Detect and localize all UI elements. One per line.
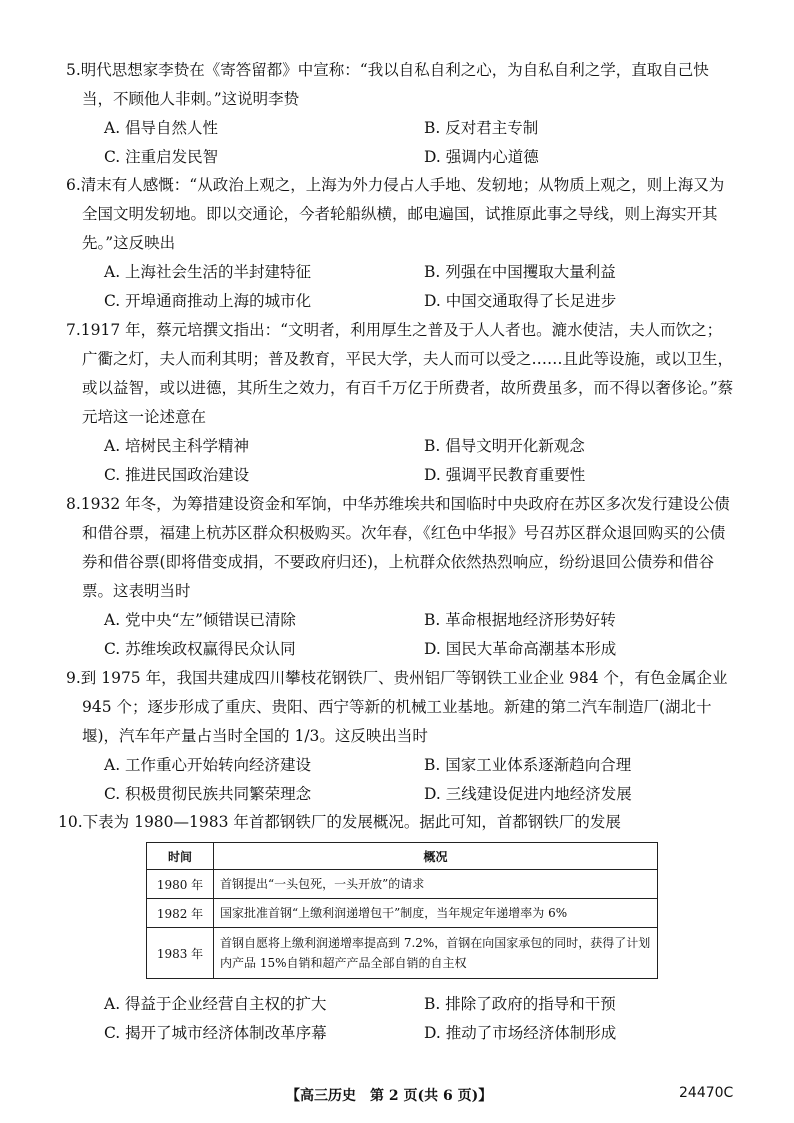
table-row	[147, 870, 658, 899]
data-table	[146, 842, 658, 979]
table-row	[147, 928, 658, 979]
option-b: B. 国家工业体系逐渐趋向合理	[424, 756, 632, 774]
option-d: D. 三线建设促进内地经济发展	[424, 785, 632, 803]
option-c: C. 揭开了城市经济体制改革序幕	[104, 1024, 327, 1042]
table-header-row	[147, 843, 658, 870]
question-stem: 7.1917 年，蔡元培撰文指出：“文明者，利用厚生之普及于人人者也。漉水使洁，夫人而饮之；广衢之灯，夫人而利其明；普及教育，平民大学，夫人而可以受之……且此等设施，或以卫生，或以益智，或以进德，其所生之效力，有百千万亿于所费者，故所费虽多，而不得以奢侈论。”蔡元培这一论述意在	[66, 321, 734, 426]
question-6	[66, 171, 734, 316]
exam-code: 24470C	[679, 1085, 734, 1101]
option-b: B. 排除了政府的指导和干预	[424, 995, 616, 1013]
question-stem: 10.下表为 1980—1983 年首都钢铁厂的发展概况。据此可知，首都钢铁厂的发展	[58, 813, 621, 831]
option-a: A. 上海社会生活的半封建特征	[104, 263, 312, 281]
option-c: C. 注重启发民智	[104, 148, 219, 166]
option-a: A. 党中央“左”倾错误已清除	[104, 611, 296, 629]
question-stem: 8.1932 年冬，为筹措建设资金和军饷，中华苏维埃共和国临时中央政府在苏区多次发行建设公债和借谷票，福建上杭苏区群众积极购买。次年春，《红色中华报》号召苏区群众退回购买的公债券和借谷票(即将借变成捐，不要政府归还)，上杭群众依然热烈响应，纷纷退回公债券和借谷票。这表明当时	[66, 495, 730, 600]
question-10-options	[66, 990, 734, 1048]
question-9	[66, 664, 734, 809]
option-d: D. 中国交通取得了长足进步	[424, 292, 617, 310]
option-c: C. 开埠通商推动上海的城市化	[104, 292, 312, 310]
table-cell-year: 1980 年	[147, 870, 214, 899]
option-b: B. 反对君主专制	[424, 119, 539, 137]
options-grid	[66, 114, 734, 172]
option-a: A. 得益于企业经营自主权的扩大	[104, 995, 327, 1013]
option-c: C. 积极贯彻民族共同繁荣理念	[104, 785, 312, 803]
option-c: C. 苏维埃政权赢得民众认同	[104, 640, 296, 658]
page-number-label: 【高三历史 第 2 页(共 6 页)】	[286, 1088, 493, 1104]
table-cell-year: 1983 年	[147, 928, 214, 979]
option-d: D. 强调内心道德	[424, 148, 539, 166]
table-cell-summary: 首钢提出“一头包死，一头开放”的请求	[214, 870, 658, 899]
option-d: D. 推动了市场经济体制形成	[424, 1024, 617, 1042]
question-stem: 5.明代思想家李贽在《寄答留都》中宣称：“我以自私自利之心，为自私自利之学，直取自己快当，不顾他人非刺。”这说明李贽	[66, 61, 709, 108]
options-grid	[66, 990, 734, 1048]
options-grid	[66, 258, 734, 316]
question-8	[66, 490, 734, 664]
options-grid	[66, 432, 734, 490]
table-header: 时间	[147, 843, 214, 870]
question-stem: 6.清末有人感慨：“从政治上观之，上海为外力侵占人手地、发轫地；从物质上观之，则上海又为全国文明发轫地。即以交通论，今者轮船纵横，邮电遍国，试推原此事之导线，则上海实开其先。”这反映出	[66, 176, 725, 252]
table-cell-summary: 国家批准首钢“上缴利润递增包干”制度，当年规定年递增率为 6%	[214, 899, 658, 928]
table-cell-year: 1982 年	[147, 899, 214, 928]
option-b: B. 列强在中国攫取大量利益	[424, 263, 616, 281]
question-5	[66, 56, 734, 172]
option-d: D. 国民大革命高潮基本形成	[424, 640, 617, 658]
option-d: D. 强调平民教育重要性	[424, 466, 586, 484]
question-stem: 9.到 1975 年，我国共建成四川攀枝花钢铁厂、贵州铝厂等钢铁工业企业 984 个，有色金属企业 945 个；逐步形成了重庆、贵阳、西宁等新的机械工业基地。新建的第二汽车制造厂(湖北十堰)，汽车年产量占当时全国的 1/3。这反映出当时	[66, 669, 728, 745]
options-grid	[66, 751, 734, 809]
table-row	[147, 899, 658, 928]
option-b: B. 倡导文明开化新观念	[424, 437, 585, 455]
table-cell-summary: 首钢自愿将上缴利润递增率提高到 7.2%，首钢在向国家承包的同时，获得了计划内产品 15%自销和超产产品全部自销的自主权	[214, 928, 658, 979]
option-a: A. 工作重心开始转向经济建设	[104, 756, 312, 774]
option-a: A. 倡导自然人性	[104, 119, 219, 137]
development-table	[146, 842, 658, 979]
question-7	[66, 316, 734, 490]
question-10	[58, 808, 726, 837]
options-grid	[66, 606, 734, 664]
option-a: A. 培树民主科学精神	[104, 437, 250, 455]
option-b: B. 革命根据地经济形势好转	[424, 611, 616, 629]
option-c: C. 推进民国政治建设	[104, 466, 250, 484]
table-header: 概况	[214, 843, 658, 870]
